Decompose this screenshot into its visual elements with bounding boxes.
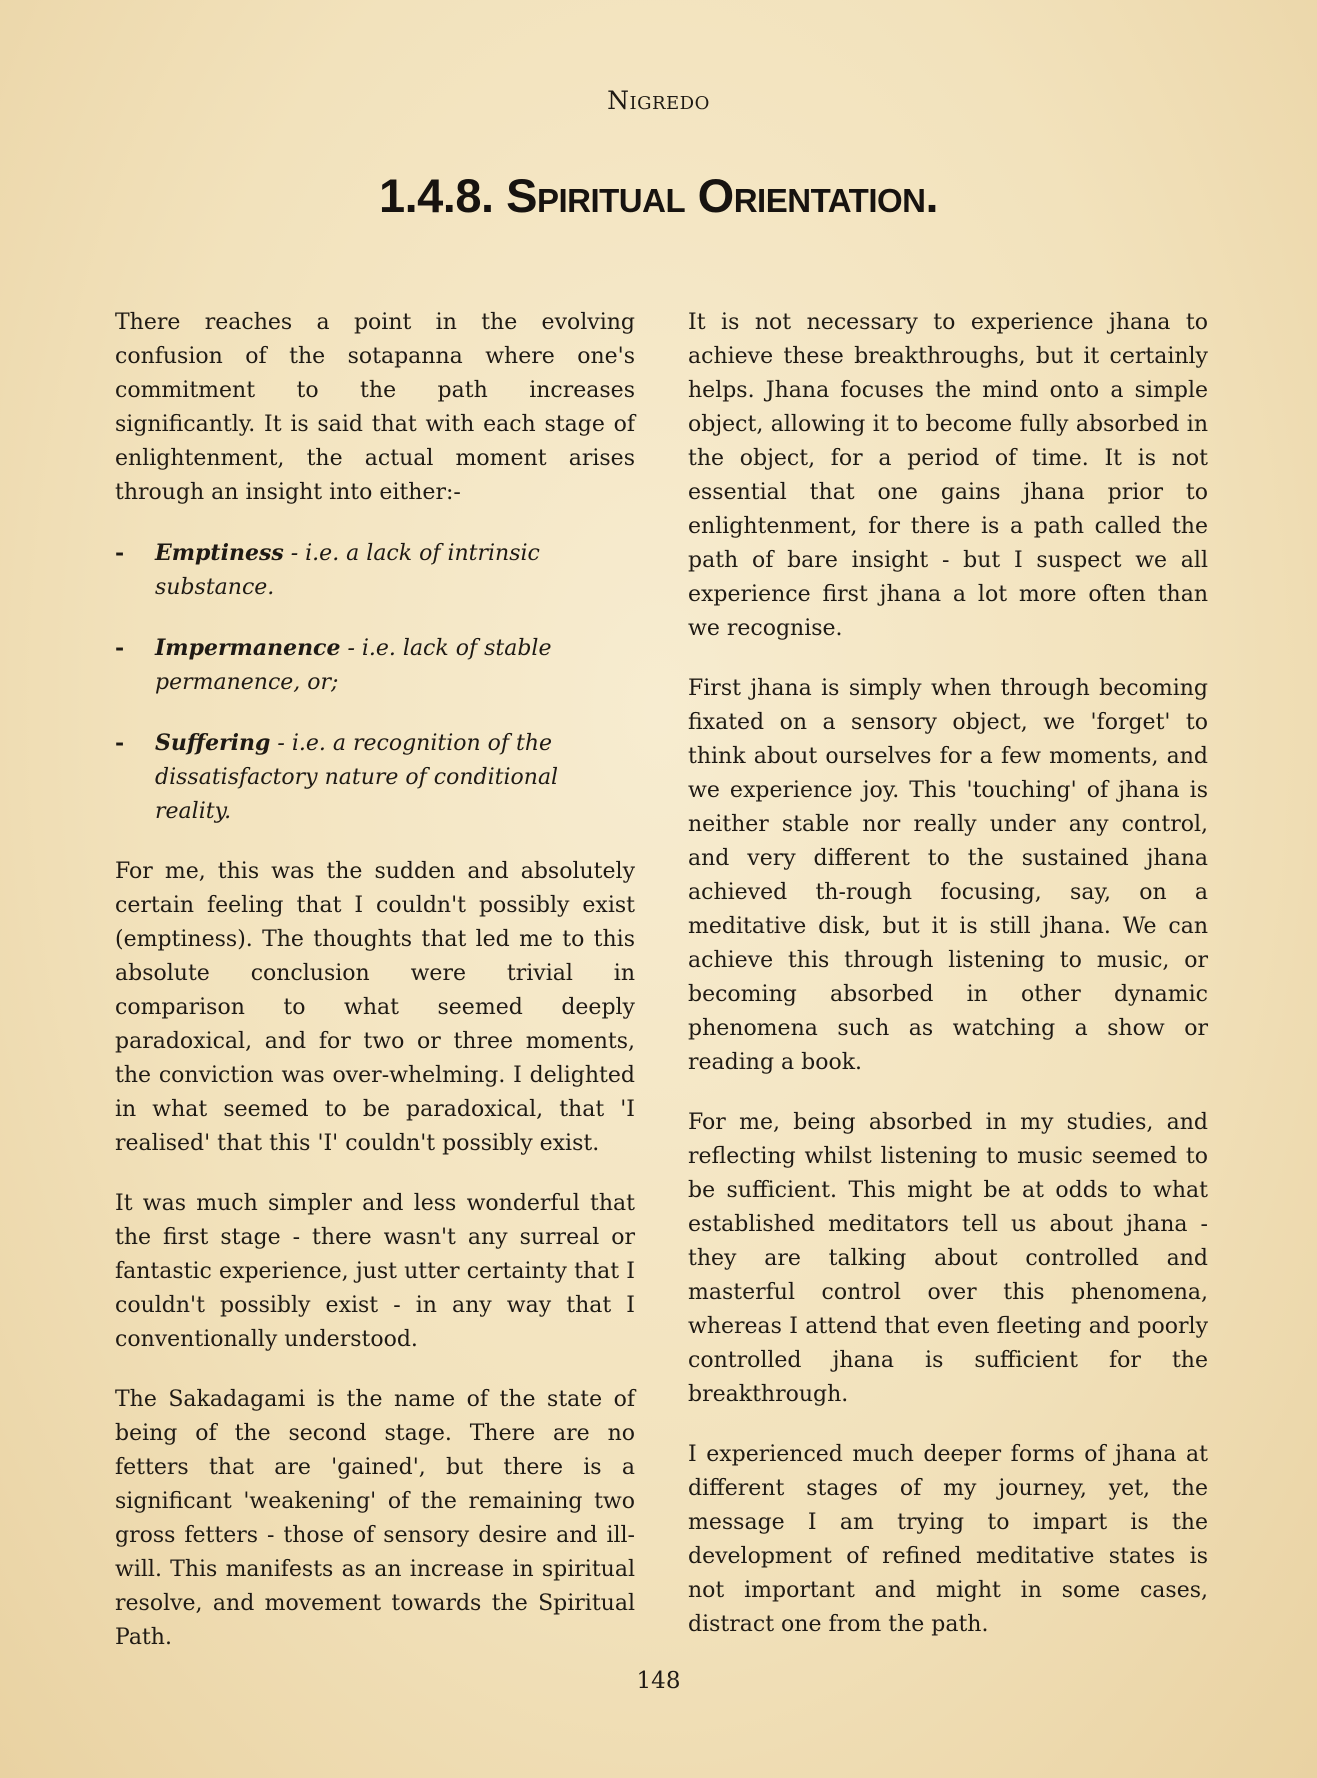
body-paragraph: It is not necessary to experience jhana to achieve these breakthroughs, but it certainly helps. Jhana focuses the mind onto a simple object, allowing it to become fully absorbed in the object, for a period of time. It is not essential that one gains jhana prior to enlightenment, for there is a path called the path of bare insight - but I suspect we all experience first jhana a lot more often than we recognise. xyxy=(688,310,1208,641)
body-paragraph: The Sakadagami is the name of the state of being of the second stage. There are no fetters that are 'gained', but there is a significant 'weakening' of the remaining two gross fetters - those of sensory desire and ill-will. This manifests as an increase in spiritual resolve, and movement towards the Spiritual Path. xyxy=(115,1387,635,1650)
dash-bullet: - xyxy=(115,540,125,566)
insight-list xyxy=(115,536,635,829)
dash-bullet: - xyxy=(115,730,125,756)
list-item xyxy=(115,726,635,829)
body-paragraph: I experienced much deeper forms of jhana at different stages of my journey, yet, the message I am trying to impart is the development of refined meditative states is not important and might in some cases, distract one from the path. xyxy=(688,1442,1208,1637)
page-number: 148 xyxy=(636,1668,681,1694)
body-paragraph: For me, being absorbed in my studies, and reflecting whilst listening to music seemed to be sufficient. This might be at odds to what established meditators tell us about jhana - they are talking about controlled and masterful control over this phenomena, whereas I attend that even fleeting and poorly controlled jhana is sufficient for the breakthrough. xyxy=(688,1110,1208,1407)
list-item-term: Suffering xyxy=(155,730,271,756)
list-item-description: - i.e. a recognition of the dissatisfactory nature of conditional reality. xyxy=(155,731,559,824)
running-head: Nigredo xyxy=(607,86,710,115)
intro-paragraph: There reaches a point in the evolving confusion of the sotapanna where one's commitment to the path increases significantly. It is said that with each stage of enlightenment, the actual moment arises through an insight into either:- xyxy=(115,310,635,505)
section-title: 1.4.8. Spiritual Orientation. xyxy=(378,169,939,222)
list-item-term: Impermanence xyxy=(155,635,341,661)
body-paragraph: It was much simpler and less wonderful that the first stage - there wasn't any surreal or fantastic experience, just utter certainty that I couldn't possibly exist - in any way that I conventionally understood. xyxy=(115,1191,635,1352)
body-paragraph: For me, this was the sudden and absolutely certain feeling that I couldn't possibly exist (emptiness). The thoughts that led me to this absolute conclusion were trivial in comparison to what seemed deeply paradoxical, and for two or three moments, the conviction was over-whelming. I delighted in what seemed to be paradoxical, that 'I realised' that this 'I' couldn't possibly exist. xyxy=(115,859,635,1156)
list-item-description: - i.e. a lack of intrinsic substance. xyxy=(155,541,540,600)
right-column xyxy=(688,306,1208,1668)
left-column xyxy=(115,306,635,1681)
list-item xyxy=(115,631,635,700)
list-item xyxy=(115,536,635,605)
dash-bullet: - xyxy=(115,635,125,661)
body-paragraph: First jhana is simply when through becoming fixated on a sensory object, we 'forget' to think about ourselves for a few moments, and we experience joy. This 'touching' of jhana is neither stable nor really under any control, and very different to the sustained jhana achieved th-rough focusing, say, on a meditative disk, but it is still jhana. We can achieve this through listening to music, or becoming absorbed in other dynamic phenomena such as watching a show or reading a book. xyxy=(688,676,1208,1075)
list-item-term: Emptiness xyxy=(155,540,284,566)
list-item-description: - i.e. lack of stable permanence, or; xyxy=(155,636,552,695)
